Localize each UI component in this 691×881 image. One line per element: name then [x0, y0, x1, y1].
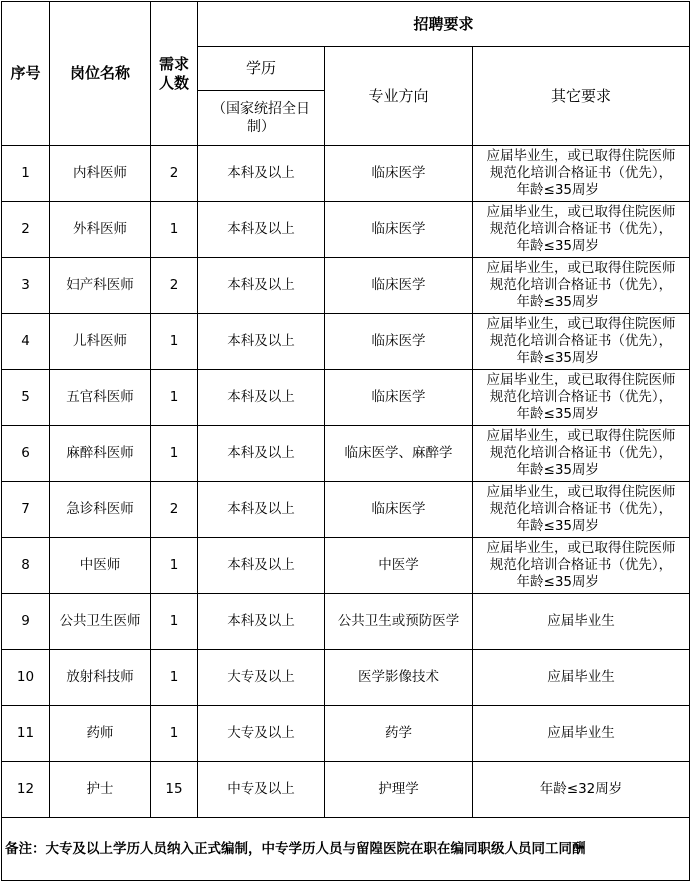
cell-seq: 5	[2, 370, 50, 426]
cell-major: 临床医学	[325, 370, 473, 426]
cell-major: 中医学	[325, 538, 473, 594]
requirement-line: 应届毕业生，或已取得住院医师	[486, 148, 676, 164]
cell-count: 15	[151, 762, 198, 818]
requirement-line: 应届毕业生	[547, 613, 615, 629]
cell-seq: 3	[2, 258, 50, 314]
cell-major: 临床医学	[325, 482, 473, 538]
table-body	[2, 146, 690, 818]
cell-education: 本科及以上	[198, 258, 325, 314]
cell-education: 本科及以上	[198, 314, 325, 370]
table-row	[2, 370, 690, 426]
cell-position: 护士	[50, 762, 151, 818]
cell-other-requirements	[473, 314, 690, 370]
cell-count: 2	[151, 258, 198, 314]
cell-education: 大专及以上	[198, 706, 325, 762]
cell-other-requirements	[473, 594, 690, 650]
cell-position: 外科医师	[50, 202, 151, 258]
cell-position: 急诊科医师	[50, 482, 151, 538]
cell-other-requirements	[473, 146, 690, 202]
header-count: 需求人数	[151, 2, 198, 146]
cell-count: 1	[151, 370, 198, 426]
cell-position: 麻醉科医师	[50, 426, 151, 482]
cell-education: 本科及以上	[198, 146, 325, 202]
cell-count: 1	[151, 202, 198, 258]
requirement-line: 年龄≤35周岁	[516, 518, 600, 534]
requirement-line: 应届毕业生	[547, 669, 615, 685]
header-recruit-requirements: 招聘要求	[198, 2, 690, 47]
cell-major: 临床医学、麻醉学	[325, 426, 473, 482]
requirement-line: 年龄≤35周岁	[516, 406, 600, 422]
cell-education: 本科及以上	[198, 482, 325, 538]
requirement-line: 年龄≤35周岁	[516, 182, 600, 198]
header-other: 其它要求	[473, 47, 690, 146]
cell-count: 2	[151, 482, 198, 538]
cell-seq: 1	[2, 146, 50, 202]
cell-count: 2	[151, 146, 198, 202]
cell-other-requirements	[473, 202, 690, 258]
header-major: 专业方向	[325, 47, 473, 146]
cell-other-requirements	[473, 258, 690, 314]
cell-count: 1	[151, 650, 198, 706]
requirement-line: 规范化培训合格证书（优先），	[489, 445, 673, 461]
cell-major: 临床医学	[325, 258, 473, 314]
cell-position: 公共卫生医师	[50, 594, 151, 650]
requirement-line: 年龄≤35周岁	[516, 350, 600, 366]
footnote: 备注：大专及以上学历人员纳入正式编制，中专学历人员与留隍医院在职在编同职级人员同工同酬	[2, 818, 690, 881]
requirement-line: 规范化培训合格证书（优先），	[489, 277, 673, 293]
cell-education: 中专及以上	[198, 762, 325, 818]
cell-major: 临床医学	[325, 202, 473, 258]
cell-other-requirements	[473, 370, 690, 426]
table-row	[2, 650, 690, 706]
cell-position: 五官科医师	[50, 370, 151, 426]
cell-major: 公共卫生或预防医学	[325, 594, 473, 650]
requirement-line: 应届毕业生，或已取得住院医师	[486, 204, 676, 220]
cell-count: 1	[151, 594, 198, 650]
cell-seq: 11	[2, 706, 50, 762]
cell-seq: 2	[2, 202, 50, 258]
requirement-line: 应届毕业生，或已取得住院医师	[486, 372, 676, 388]
table-row	[2, 762, 690, 818]
cell-position: 药师	[50, 706, 151, 762]
cell-education: 本科及以上	[198, 202, 325, 258]
cell-education: 本科及以上	[198, 594, 325, 650]
requirement-line: 规范化培训合格证书（优先），	[489, 557, 673, 573]
cell-major: 临床医学	[325, 146, 473, 202]
requirement-line: 应届毕业生，或已取得住院医师	[486, 260, 676, 276]
requirement-line: 规范化培训合格证书（优先），	[489, 165, 673, 181]
requirement-line: 应届毕业生，或已取得住院医师	[486, 484, 676, 500]
cell-position: 内科医师	[50, 146, 151, 202]
requirement-line: 规范化培训合格证书（优先），	[489, 389, 673, 405]
cell-position: 妇产科医师	[50, 258, 151, 314]
requirement-line: 应届毕业生，或已取得住院医师	[486, 316, 676, 332]
table-row	[2, 258, 690, 314]
table-row	[2, 538, 690, 594]
requirement-line: 规范化培训合格证书（优先），	[489, 221, 673, 237]
cell-seq: 8	[2, 538, 50, 594]
cell-education: 本科及以上	[198, 426, 325, 482]
cell-position: 放射科技师	[50, 650, 151, 706]
table-row	[2, 706, 690, 762]
cell-other-requirements	[473, 482, 690, 538]
requirement-line: 年龄≤35周岁	[516, 294, 600, 310]
cell-education: 本科及以上	[198, 538, 325, 594]
cell-other-requirements	[473, 538, 690, 594]
cell-major: 护理学	[325, 762, 473, 818]
requirement-line: 规范化培训合格证书（优先），	[489, 501, 673, 517]
cell-position: 中医师	[50, 538, 151, 594]
cell-count: 1	[151, 538, 198, 594]
cell-major: 临床医学	[325, 314, 473, 370]
cell-other-requirements	[473, 762, 690, 818]
cell-education: 大专及以上	[198, 650, 325, 706]
recruitment-table	[1, 1, 690, 881]
cell-seq: 6	[2, 426, 50, 482]
cell-seq: 9	[2, 594, 50, 650]
requirement-line: 应届毕业生，或已取得住院医师	[486, 540, 676, 556]
cell-seq: 12	[2, 762, 50, 818]
cell-education: 本科及以上	[198, 370, 325, 426]
requirement-line: 年龄≤32周岁	[539, 781, 623, 797]
cell-count: 1	[151, 426, 198, 482]
header-education-note: （国家统招全日制）	[198, 91, 325, 146]
requirement-line: 应届毕业生	[547, 725, 615, 741]
requirement-line: 规范化培训合格证书（优先），	[489, 333, 673, 349]
requirement-line: 年龄≤35周岁	[516, 238, 600, 254]
cell-other-requirements	[473, 706, 690, 762]
cell-major: 医学影像技术	[325, 650, 473, 706]
cell-seq: 4	[2, 314, 50, 370]
cell-count: 1	[151, 706, 198, 762]
table-row	[2, 314, 690, 370]
requirement-line: 应届毕业生，或已取得住院医师	[486, 428, 676, 444]
header-position: 岗位名称	[50, 2, 151, 146]
cell-position: 儿科医师	[50, 314, 151, 370]
table-row	[2, 146, 690, 202]
requirement-line: 年龄≤35周岁	[516, 574, 600, 590]
table-row	[2, 426, 690, 482]
table-row	[2, 482, 690, 538]
cell-count: 1	[151, 314, 198, 370]
cell-major: 药学	[325, 706, 473, 762]
cell-seq: 7	[2, 482, 50, 538]
cell-other-requirements	[473, 650, 690, 706]
requirement-line: 年龄≤35周岁	[516, 462, 600, 478]
header-education: 学历	[198, 47, 325, 91]
header-seq: 序号	[2, 2, 50, 146]
cell-seq: 10	[2, 650, 50, 706]
cell-other-requirements	[473, 426, 690, 482]
table-row	[2, 594, 690, 650]
table-row	[2, 202, 690, 258]
